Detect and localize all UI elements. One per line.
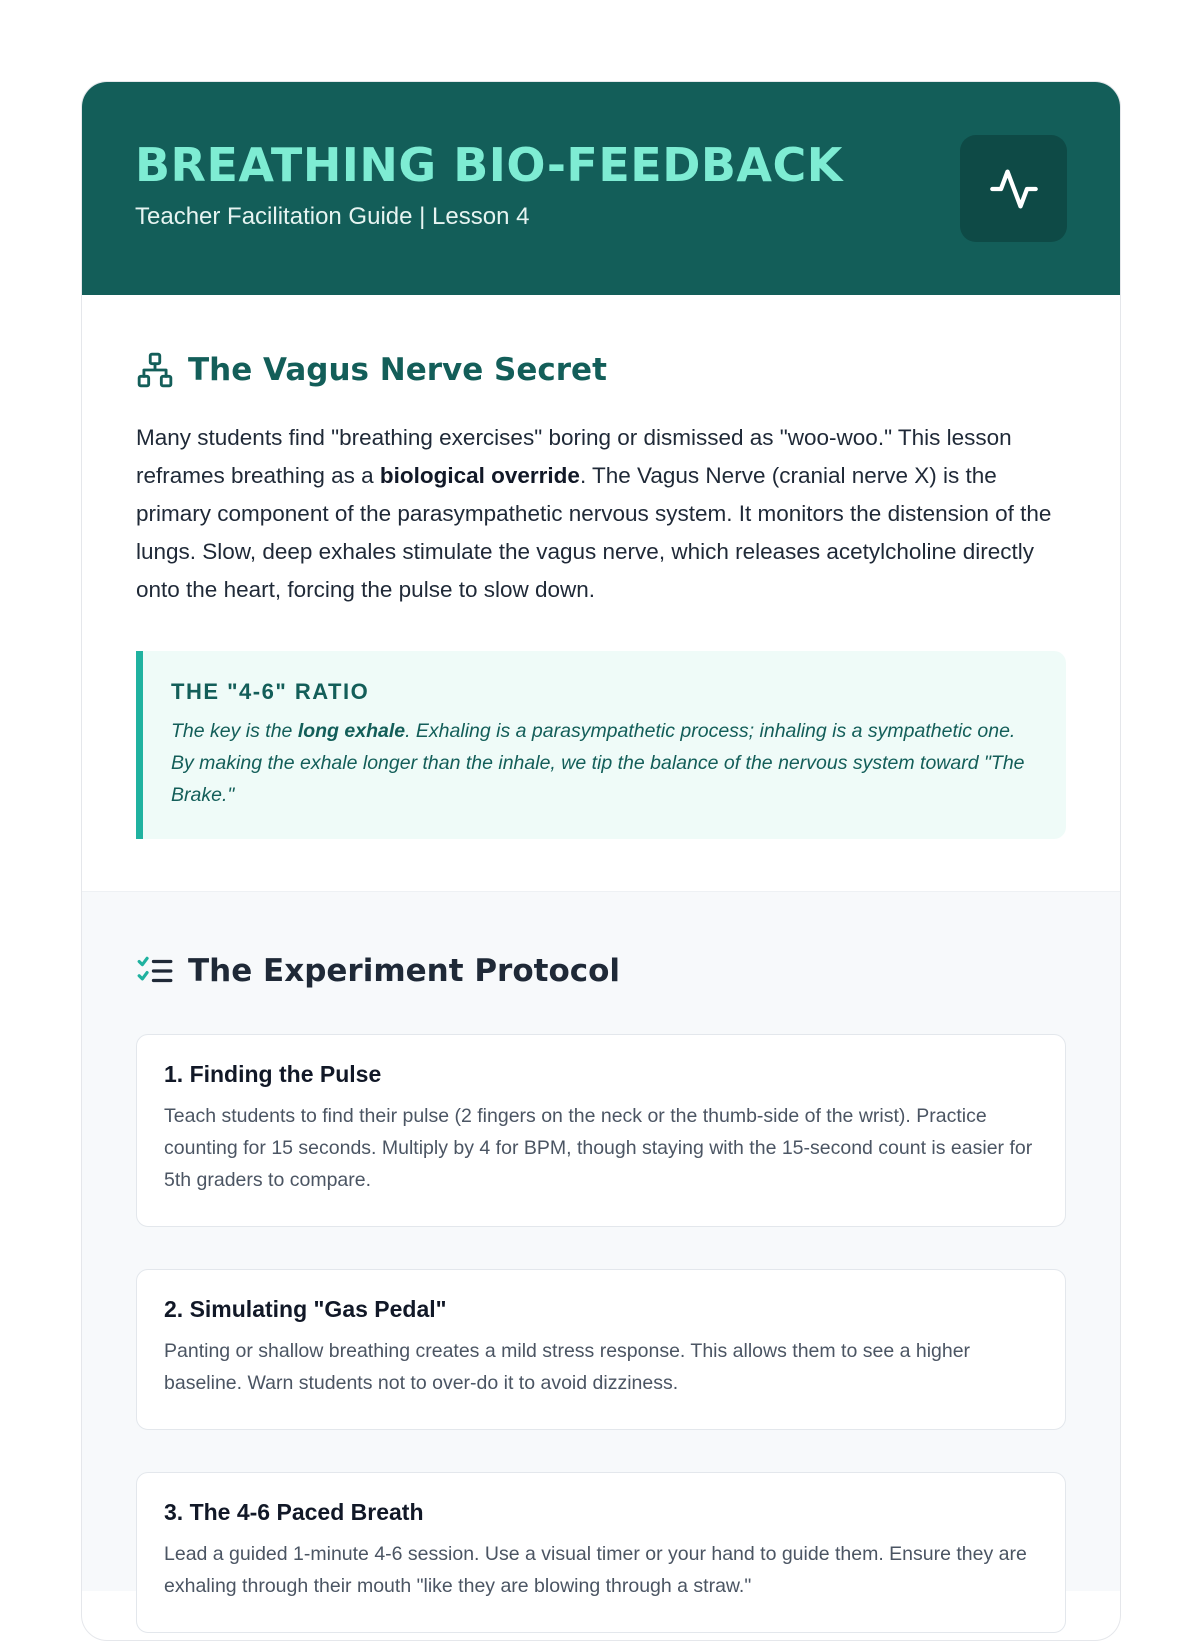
checklist-icon xyxy=(136,952,174,990)
step-text: Lead a guided 1-minute 4-6 session. Use a visual timer or your hand to guide them. Ensure they are exhaling through their mouth "like they are blowing through a straw." xyxy=(164,1543,1027,1597)
protocol-title: The Experiment Protocol xyxy=(188,953,621,989)
step-card xyxy=(136,1269,1066,1430)
callout-title: THE "4-6" RATIO xyxy=(171,679,370,704)
vagus-section xyxy=(82,295,1120,891)
protocol-section xyxy=(82,891,1120,1597)
pulse-icon xyxy=(988,163,1040,215)
hierarchy-icon xyxy=(136,351,174,389)
vagus-intro xyxy=(136,419,1066,609)
callout-text-end: . Exhaling is a parasympathetic process; inhaling is a sympathetic one. By making the exhale longer than the inhale, we tip the balance of the nervous system toward "The Brake." xyxy=(171,720,1025,806)
intro-text-start: Many students find "breathing exercises" boring or dismissed as "woo-woo." This lesson reframes breathing as a xyxy=(136,425,1012,488)
callout-bold-term: long exhale xyxy=(297,720,406,742)
step-title: 1. Finding the Pulse xyxy=(164,1061,382,1087)
protocol-heading xyxy=(136,952,1066,990)
step-card xyxy=(136,1472,1066,1633)
callout-text xyxy=(171,715,1040,811)
callout-text-start: The key is the xyxy=(171,720,298,742)
pulse-badge xyxy=(960,135,1067,242)
vagus-heading xyxy=(136,351,1066,389)
header-banner xyxy=(82,82,1120,295)
step-text: Panting or shallow breathing creates a mild stress response. This allows them to see a higher baseline. Warn students not to over-do it to avoid dizziness. xyxy=(164,1340,971,1394)
page-subtitle: Teacher Facilitation Guide | Lesson 4 xyxy=(135,202,530,230)
guide-card xyxy=(81,81,1121,1641)
step-text: Teach students to find their pulse (2 fingers on the neck or the thumb-side of the wrist). Practice counting for 15 seconds. Multiply by 4 for BPM, though staying with the 15-second count is easier for 5th graders to compare. xyxy=(164,1105,1033,1191)
step-title: 2. Simulating "Gas Pedal" xyxy=(164,1296,447,1322)
header-text xyxy=(135,140,843,231)
intro-text-end: . The Vagus Nerve (cranial nerve X) is the primary component of the parasympathetic nervous system. It monitors the distension of the lungs. Slow, deep exhales stimulate the vagus nerve, which releases acetylcholine directly onto the heart, forcing the pulse to slow down. xyxy=(136,463,1052,602)
page-title: BREATHING BIO-FEEDBACK xyxy=(135,138,843,193)
ratio-callout xyxy=(136,651,1066,839)
protocol-steps xyxy=(136,1034,1066,1633)
step-title: 3. The 4-6 Paced Breath xyxy=(164,1499,424,1525)
intro-bold-term: biological override xyxy=(379,463,580,488)
step-card xyxy=(136,1034,1066,1227)
vagus-title: The Vagus Nerve Secret xyxy=(188,352,607,388)
